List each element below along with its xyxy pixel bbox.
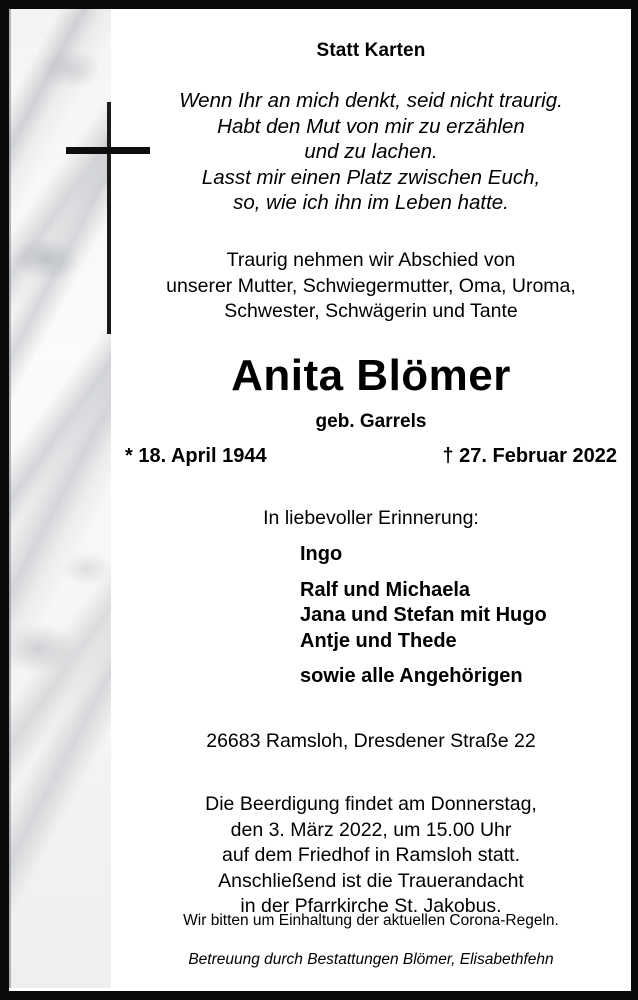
survivor-item: Ingo <box>300 543 343 565</box>
poem-line: Wenn Ihr an mich denkt, seid nicht traurig. <box>179 89 563 112</box>
poem-line: so, wie ich ihn im Leben hatte. <box>233 191 509 214</box>
poem-line: Habt den Mut von mir zu erzählen <box>217 114 525 138</box>
funeral-line: Anschließend ist die Trauerandacht <box>218 869 524 892</box>
death-date: † 27. Februar 2022 <box>442 445 617 467</box>
survivor-item: Ralf und Michaela <box>300 578 471 601</box>
life-dates <box>125 445 617 468</box>
notice-content <box>111 9 631 988</box>
heading-statt-karten: Statt Karten <box>316 40 426 61</box>
farewell-line: Traurig nehmen wir Abschied von <box>226 249 516 271</box>
funeral-line: auf dem Friedhof in Ramsloh statt. <box>221 844 521 866</box>
survivors-list <box>300 542 547 690</box>
deceased-name: Anita Blömer <box>231 351 511 400</box>
corona-note: Wir bitten um Einhaltung der aktuellen Corona-Regeln. <box>183 912 559 929</box>
poem-block <box>111 88 631 216</box>
funeral-details <box>111 792 631 920</box>
marble-texture-panel <box>9 9 111 988</box>
farewell-line: Schwester, Schwägerin und Tante <box>224 300 518 322</box>
survivor-item: Antje und Thede <box>300 629 457 652</box>
memory-heading: In liebevoller Erinnerung: <box>263 507 479 529</box>
address-line: 26683 Ramsloh, Dresdener Straße 22 <box>206 730 536 752</box>
funeral-line: den 3. März 2022, um 15.00 Uhr <box>230 818 512 841</box>
funeral-line: Die Beerdigung findet am Donnerstag, <box>205 793 537 815</box>
poem-line: Lasst mir einen Platz zwischen Euch, <box>201 165 541 189</box>
survivor-item: Jana und Stefan mit Hugo <box>300 604 547 626</box>
notice-inner-panel <box>9 9 631 991</box>
funeral-line: in der Pfarrkirche St. Jakobus. <box>240 895 502 917</box>
survivor-item: sowie alle Angehörigen <box>300 665 523 687</box>
maiden-name: geb. Garrels <box>315 411 427 432</box>
farewell-block <box>111 248 631 325</box>
farewell-line: unserer Mutter, Schwiegermutter, Oma, Uroma, <box>166 274 576 297</box>
poem-line: und zu lachen. <box>304 140 438 163</box>
funeral-home-credit: Betreuung durch Bestattungen Blömer, Elisabethfehn <box>188 951 554 968</box>
birth-date: * 18. April 1944 <box>125 445 267 467</box>
marble-edge-line <box>9 9 11 988</box>
